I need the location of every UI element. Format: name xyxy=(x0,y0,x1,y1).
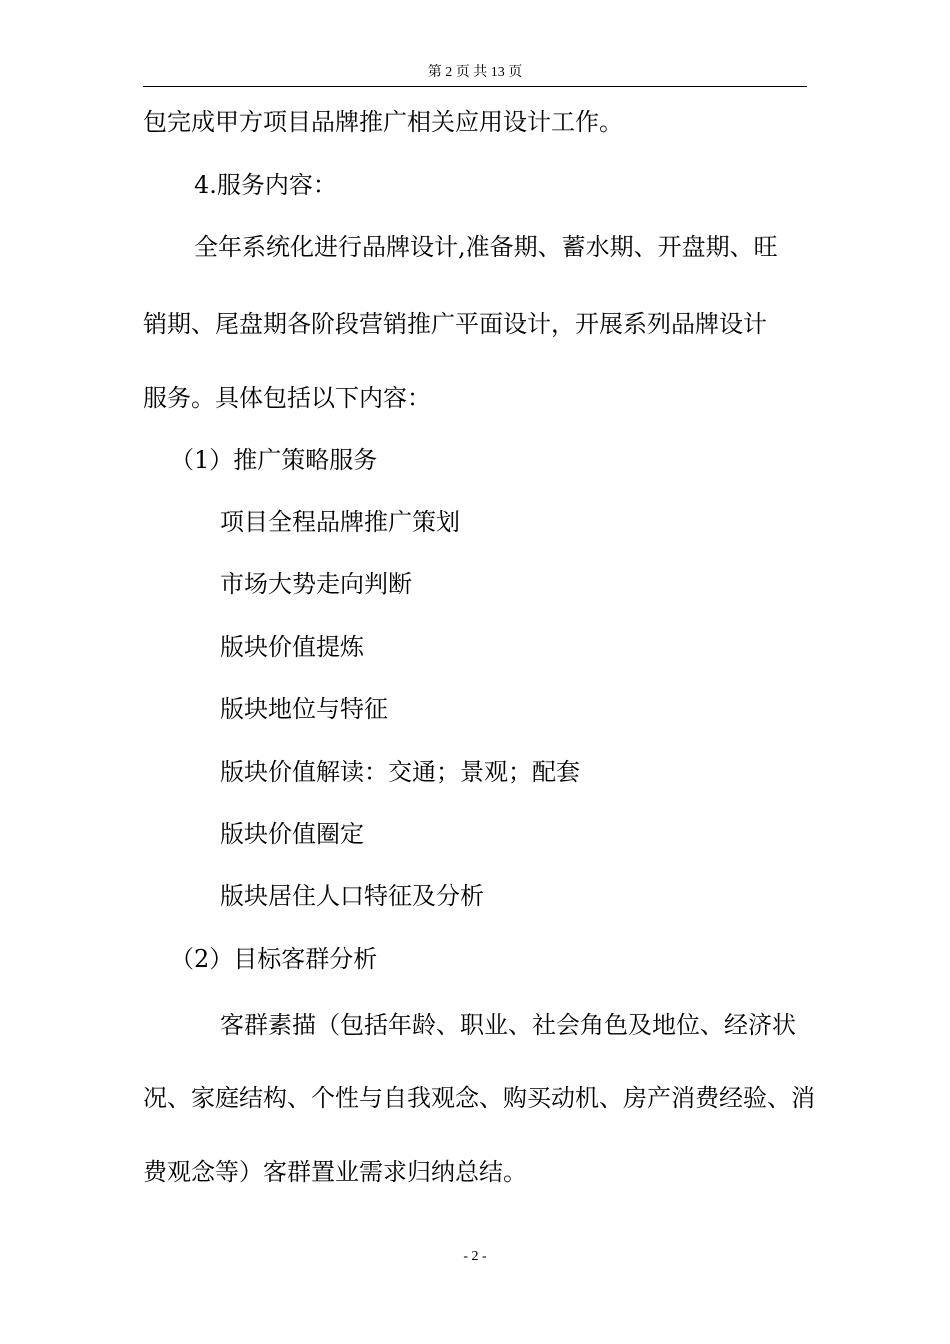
subsection-heading: （2）目标客群分析 xyxy=(170,945,378,973)
list-item: 版块价值提炼 xyxy=(220,633,364,661)
subsection-heading: （1）推广策略服务 xyxy=(170,446,378,474)
header-divider xyxy=(143,86,807,87)
paragraph-line: 费观念等）客群置业需求归纳总结。 xyxy=(143,1158,527,1186)
paragraph-line: 包完成甲方项目品牌推广相关应用设计工作。 xyxy=(143,108,623,136)
page-number: - 2 - xyxy=(463,1249,487,1264)
paragraph-line: 销期、尾盘期各阶段营销推广平面设计，开展系列品牌设计 xyxy=(143,310,767,338)
list-item: 项目全程品牌推广策划 xyxy=(220,508,460,536)
paragraph-line: 全年系统化进行品牌设计,准备期、蓄水期、开盘期、旺 xyxy=(194,233,778,261)
list-item: 版块价值解读：交通；景观；配套 xyxy=(220,758,580,786)
list-item: 版块地位与特征 xyxy=(220,695,388,723)
list-item: 版块居住人口特征及分析 xyxy=(220,882,484,910)
paragraph-line: 服务。具体包括以下内容： xyxy=(143,384,431,412)
paragraph-line: 况、家庭结构、个性与自我观念、购买动机、房产消费经验、消 xyxy=(143,1084,815,1112)
section-heading: 4.服务内容： xyxy=(194,171,337,199)
list-item: 版块价值圈定 xyxy=(220,820,364,848)
list-item: 市场大势走向判断 xyxy=(220,570,412,598)
paragraph-line: 客群素描（包括年龄、职业、社会角色及地位、经济状 xyxy=(220,1011,796,1039)
page-header: 第 2 页 共 13 页 xyxy=(427,65,523,80)
